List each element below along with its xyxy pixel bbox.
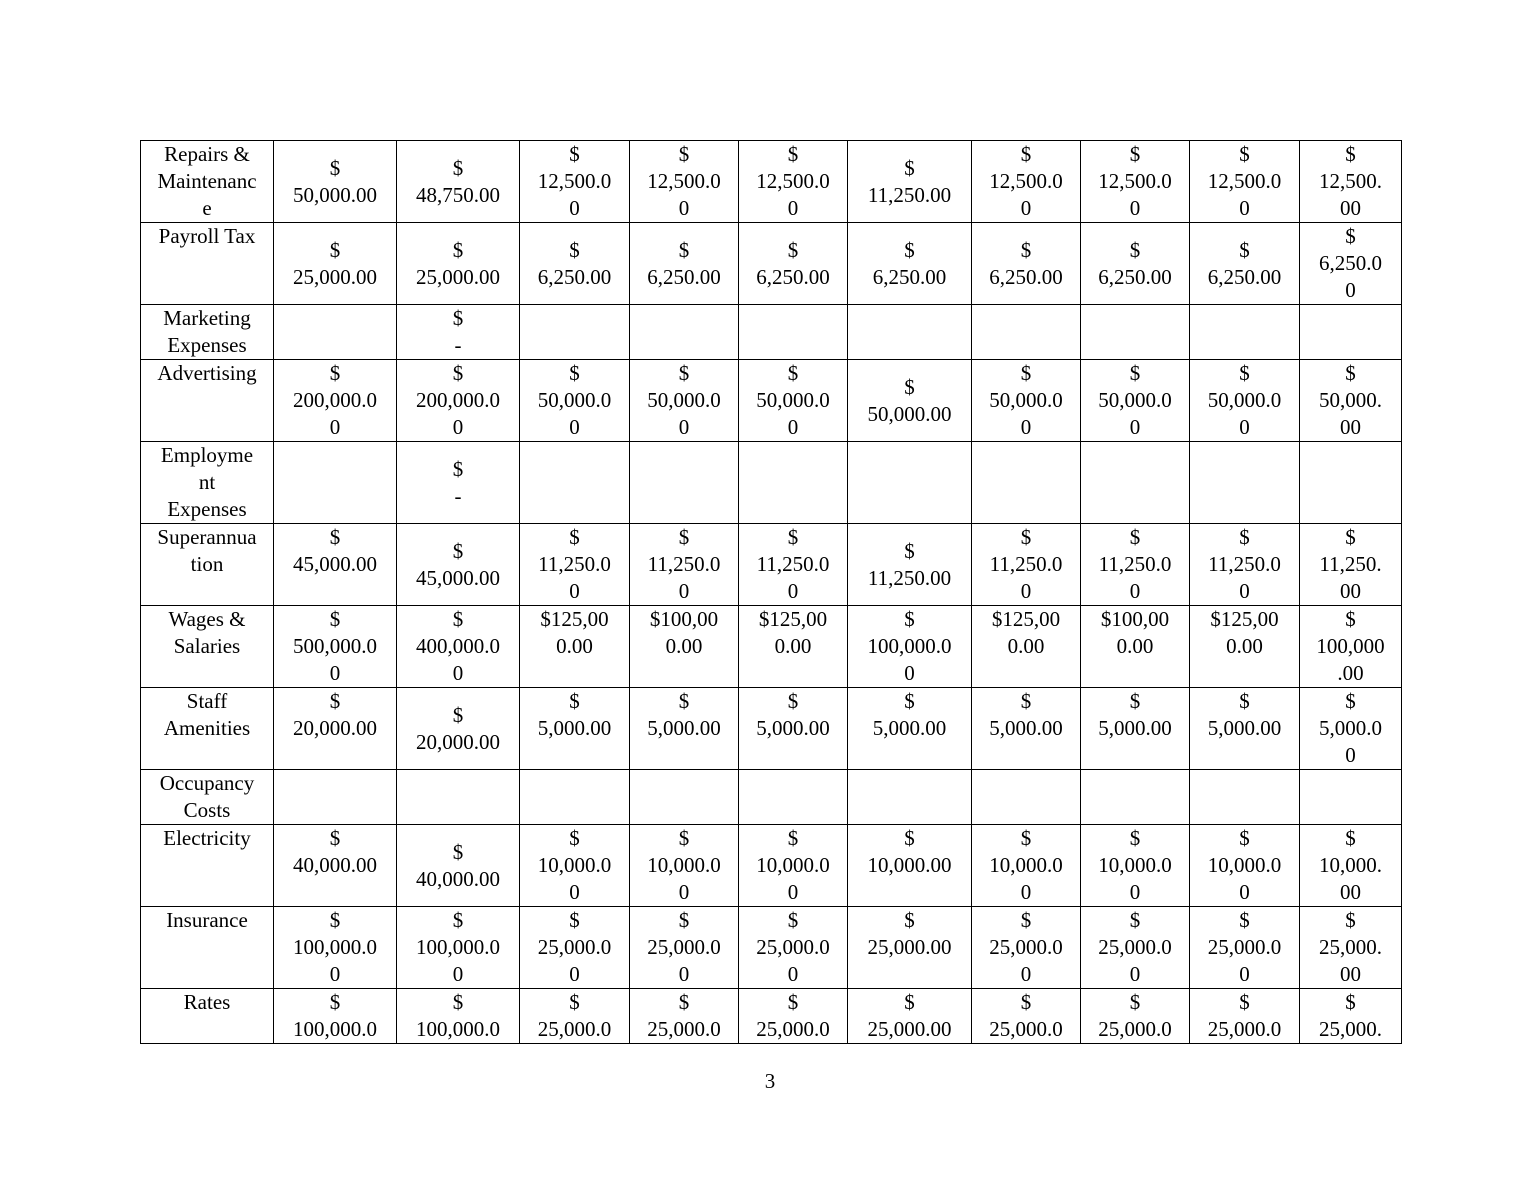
table-row [141,989,1402,1044]
cell-value: $ 25,000.0 0 [1098,908,1172,986]
cell-value: $125,00 0.00 [1210,607,1279,658]
row-label: Electricity [163,826,251,850]
value-cell [848,825,972,907]
value-cell [274,825,397,907]
value-cell [630,989,739,1044]
value-cell [739,770,848,825]
value-cell [1190,305,1300,360]
cell-value: $ 5,000.00 [1098,689,1172,740]
value-cell [739,223,848,305]
cell-value: $ 48,750.00 [416,155,500,207]
value-cell [739,907,848,989]
value-cell [972,825,1081,907]
cell-value: $ 40,000.00 [293,826,377,877]
value-cell [397,442,520,524]
value-cell [1300,524,1402,606]
value-cell [739,141,848,223]
cell-value: $ 5,000.00 [1207,689,1282,740]
value-cell [1081,688,1190,770]
value-cell [1190,223,1300,305]
value-cell [274,606,397,688]
value-cell [972,606,1081,688]
cell-value: $ 25,000.0 0 [756,908,830,986]
cell-value: $ 25,000.0 0 [1207,908,1282,986]
value-cell [630,360,739,442]
value-cell [1300,360,1402,442]
row-label-cell [141,442,274,524]
value-cell [274,141,397,223]
value-cell [972,141,1081,223]
cell-value: $100,00 0.00 [649,607,719,658]
row-label: Occupancy Costs [159,771,255,822]
value-cell [972,770,1081,825]
cell-value: $125,00 0.00 [540,607,609,658]
value-cell [630,305,739,360]
value-cell [1081,524,1190,606]
row-label-cell [141,606,274,688]
value-cell [520,223,630,305]
row-label-cell [141,223,274,305]
cell-value: $125,00 0.00 [758,607,828,658]
value-cell [1081,770,1190,825]
cell-value: $ 6,250.00 [1207,237,1282,289]
cell-value: $ 100,000.0 0 [416,908,500,986]
cell-value: $ 45,000.00 [293,525,377,576]
cell-value: $ 50,000.0 0 [647,361,721,439]
value-cell [520,770,630,825]
value-cell [739,524,848,606]
budget-table [140,140,1402,1044]
cell-value: $ 50,000.00 [293,155,377,207]
cell-value: $ 12,500.0 0 [537,142,612,220]
row-label-cell [141,825,274,907]
value-cell [1081,989,1190,1044]
value-cell [848,606,972,688]
cell-value: $ 10,000.0 0 [989,826,1063,904]
table-row [141,606,1402,688]
value-cell [397,606,520,688]
value-cell [1081,606,1190,688]
table-row [141,223,1402,305]
cell-value: $ 100,000.0 0 [293,908,377,986]
cell-value: $ 25,000.0 0 [537,908,612,986]
value-cell [630,442,739,524]
cell-value: $ 6,250.0 0 [1319,224,1382,302]
row-label: Superannua tion [157,525,257,576]
value-cell [630,141,739,223]
cell-value: $100,00 0.00 [1100,607,1170,658]
cell-value: $ - [452,306,464,357]
row-label-cell [141,989,274,1044]
value-cell [1300,825,1402,907]
row-label-cell [141,305,274,360]
row-label: Rates [183,990,231,1014]
cell-value: $ 6,250.00 [537,237,612,289]
value-cell [848,989,972,1044]
table-body [141,141,1402,1044]
value-cell [848,524,972,606]
cell-value: $ 25,000.0 [756,990,830,1041]
cell-value: $ 25,000.00 [293,237,377,289]
value-cell [520,360,630,442]
value-cell [739,825,848,907]
value-cell [520,825,630,907]
value-cell [520,524,630,606]
table-row [141,907,1402,989]
cell-value: $ 12,500.0 0 [756,142,830,220]
cell-value: $ 45,000.00 [416,538,500,590]
cell-value: $ 50,000.0 0 [756,361,830,439]
cell-value: $ 10,000.0 0 [537,826,612,904]
cell-value: $ 12,500.0 0 [1098,142,1172,220]
value-cell [1190,770,1300,825]
cell-value: $ 50,000.0 0 [537,361,612,439]
cell-value: $ 6,250.00 [647,237,721,289]
value-cell [397,223,520,305]
cell-value: $ 11,250.00 [867,155,952,207]
value-cell [397,360,520,442]
cell-value: $ 25,000.0 0 [647,908,721,986]
value-cell [274,770,397,825]
table-row [141,524,1402,606]
cell-value: $ 25,000.0 [989,990,1063,1041]
cell-value: $ 100,000.0 [416,990,500,1041]
value-cell [1081,223,1190,305]
row-label: Advertising [157,361,257,385]
cell-value: $ 50,000. 00 [1319,361,1382,439]
value-cell [1190,688,1300,770]
row-label-cell [141,688,274,770]
value-cell [274,360,397,442]
value-cell [1081,825,1190,907]
row-label: Staff Amenities [163,689,251,740]
value-cell [1300,688,1402,770]
value-cell [274,442,397,524]
value-cell [274,305,397,360]
value-cell [520,141,630,223]
value-cell [520,989,630,1044]
cell-value: $ 10,000.0 0 [647,826,721,904]
cell-value: $ 10,000.0 0 [1098,826,1172,904]
cell-value: $ 11,250.0 0 [1098,525,1172,603]
cell-value: $ 10,000.00 [867,826,952,877]
cell-value: $ 25,000. 00 [1319,908,1382,986]
table-row [141,360,1402,442]
cell-value: $ 11,250.0 0 [647,525,721,603]
cell-value: $ 200,000.0 0 [293,361,377,439]
value-cell [739,360,848,442]
row-label-cell [141,141,274,223]
cell-value: $ 20,000.00 [416,702,500,754]
value-cell [739,989,848,1044]
cell-value: $ 25,000.00 [867,990,952,1041]
cell-value: $ 25,000. [1319,990,1382,1041]
value-cell [972,223,1081,305]
cell-value: $ 25,000.0 0 [989,908,1063,986]
table-row [141,770,1402,825]
row-label: Insurance [166,908,248,932]
cell-value: $ 12,500.0 0 [1207,142,1282,220]
cell-value: $ 5,000.00 [872,689,947,740]
value-cell [397,688,520,770]
cell-value: $ 500,000.0 0 [293,607,377,685]
row-label-cell [141,907,274,989]
table-row [141,442,1402,524]
value-cell [1190,442,1300,524]
value-cell [972,688,1081,770]
value-cell [630,606,739,688]
value-cell [397,770,520,825]
value-cell [739,442,848,524]
cell-value: $ 100,000.0 [293,990,377,1041]
value-cell [739,606,848,688]
table-row [141,825,1402,907]
cell-value: $ 25,000.0 [647,990,721,1041]
cell-value: $ 20,000.00 [293,689,377,740]
cell-value: $ 10,000.0 0 [1207,826,1282,904]
cell-value: $ 25,000.0 [1098,990,1172,1041]
cell-value: $ 25,000.00 [416,237,500,289]
value-cell [397,141,520,223]
value-cell [520,907,630,989]
cell-value: $ 50,000.0 0 [1098,361,1172,439]
value-cell [274,524,397,606]
cell-value: $ 11,250.00 [867,538,952,590]
value-cell [1190,989,1300,1044]
value-cell [739,305,848,360]
value-cell [972,305,1081,360]
value-cell [972,524,1081,606]
value-cell [972,360,1081,442]
cell-value: $ 5,000.0 0 [1319,689,1382,767]
value-cell [848,442,972,524]
cell-value: $ 11,250.0 0 [1208,525,1281,603]
cell-value: $ 200,000.0 0 [416,361,500,439]
value-cell [1190,360,1300,442]
cell-value: $ 11,250.0 0 [756,525,830,603]
table-row [141,305,1402,360]
value-cell [274,989,397,1044]
value-cell [274,688,397,770]
cell-value: $ 50,000.0 0 [1207,361,1282,439]
cell-value: $ 6,250.00 [756,237,830,289]
value-cell [848,305,972,360]
value-cell [397,907,520,989]
cell-value: $ 100,000.0 0 [867,607,952,685]
cell-value: $ 6,250.00 [1098,237,1172,289]
cell-value: $ 50,000.0 0 [989,361,1063,439]
page-number: 3 [764,1069,776,1093]
value-cell [1300,141,1402,223]
cell-value: $ 10,000. 00 [1319,826,1382,904]
cell-value: $ 10,000.0 0 [756,826,830,904]
cell-value: $ 5,000.00 [756,689,830,740]
value-cell [1081,907,1190,989]
row-label: Wages & Salaries [168,607,246,658]
value-cell [739,688,848,770]
cell-value: $ 5,000.00 [537,689,612,740]
value-cell [848,360,972,442]
value-cell [520,442,630,524]
value-cell [397,825,520,907]
value-cell [1081,305,1190,360]
value-cell [1300,770,1402,825]
value-cell [274,223,397,305]
cell-value: $ 400,000.0 0 [416,607,500,685]
value-cell [848,141,972,223]
value-cell [630,524,739,606]
cell-value: $ 12,500. 00 [1319,142,1382,220]
value-cell [274,907,397,989]
value-cell [848,770,972,825]
cell-value: $ 25,000.00 [867,908,952,959]
value-cell [1081,360,1190,442]
cell-value: $125,00 0.00 [991,607,1061,658]
value-cell [1190,524,1300,606]
row-label-cell [141,770,274,825]
value-cell [630,688,739,770]
value-cell [972,442,1081,524]
value-cell [520,606,630,688]
value-cell [630,770,739,825]
row-label-cell [141,524,274,606]
cell-value: $ 11,250.0 0 [989,525,1063,603]
value-cell [1190,907,1300,989]
value-cell [1190,141,1300,223]
cell-value: $ 6,250.00 [989,237,1063,289]
value-cell [520,305,630,360]
cell-value: $ 50,000.00 [867,374,952,426]
cell-value: $ 11,250. 00 [1319,525,1382,603]
value-cell [1300,442,1402,524]
value-cell [630,223,739,305]
cell-value: $ 11,250.0 0 [538,525,611,603]
table-row [141,688,1402,770]
value-cell [397,524,520,606]
value-cell [972,907,1081,989]
cell-value: $ 12,500.0 0 [989,142,1063,220]
row-label: Employme nt Expenses [160,443,254,521]
value-cell [520,688,630,770]
value-cell [1300,907,1402,989]
cell-value: $ 5,000.00 [989,689,1063,740]
value-cell [1300,305,1402,360]
cell-value: $ - [452,456,464,508]
value-cell [397,305,520,360]
table-row [141,141,1402,223]
cell-value: $ 25,000.0 [537,990,612,1041]
value-cell [1300,606,1402,688]
cell-value: $ 100,000 .00 [1316,607,1385,685]
value-cell [1081,442,1190,524]
value-cell [848,688,972,770]
value-cell [848,907,972,989]
row-label-cell [141,360,274,442]
cell-value: $ 6,250.00 [872,237,947,289]
value-cell [1300,989,1402,1044]
cell-value: $ 40,000.00 [416,839,500,891]
value-cell [630,825,739,907]
value-cell [848,223,972,305]
value-cell [972,989,1081,1044]
value-cell [1190,825,1300,907]
row-label: Payroll Tax [158,224,256,248]
cell-value: $ 5,000.00 [647,689,721,740]
cell-value: $ 12,500.0 0 [647,142,721,220]
value-cell [397,989,520,1044]
row-label: Repairs & Maintenanc e [157,142,257,220]
cell-value: $ 25,000.0 [1207,990,1282,1041]
row-label: Marketing Expenses [163,306,251,357]
value-cell [1081,141,1190,223]
value-cell [1300,223,1402,305]
value-cell [630,907,739,989]
value-cell [1190,606,1300,688]
